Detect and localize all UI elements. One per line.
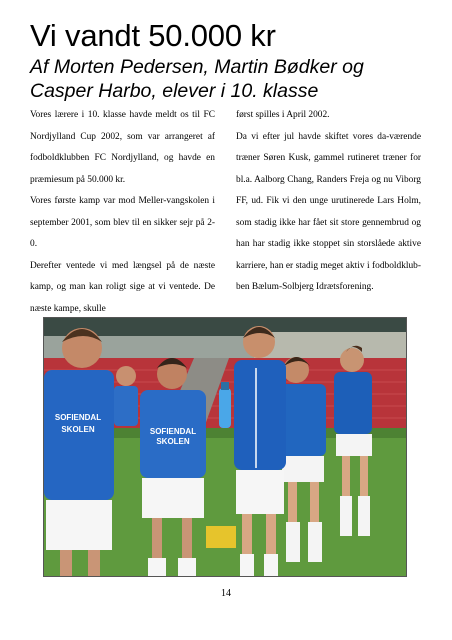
- shirt-text: SKOLEN: [156, 437, 190, 446]
- text-column-right: [236, 105, 421, 299]
- page-number: 14: [221, 588, 231, 599]
- shirt-text: SOFIENDAL: [54, 413, 102, 422]
- article-title: Vi vandt 50.000 kr: [30, 18, 276, 53]
- shirt-text: SKOLEN: [61, 425, 95, 434]
- paragraph: Derefter ventede vi med længsel på de næste kamp, og man kan roligt sige at vi ventede. De næste kampe, skulle: [30, 260, 215, 314]
- paragraph: Vores første kamp var mod Meller-vangskolen i september 2001, som blev til en sikker sejr på 2-0.: [30, 196, 215, 249]
- player: [114, 366, 138, 426]
- paragraph: først spilles i April 2002.: [236, 110, 330, 120]
- shirt-text: SOFIENDAL: [149, 427, 197, 436]
- paragraph: Vores lærere i 10. klasse havde meldt os til FC Nordjylland Cup 2002, som var arrangeret af fodboldklubben FC Nordjylland, og havde en præmiesum på 50.000 kr.: [30, 110, 215, 185]
- text-column-left: [30, 105, 215, 320]
- article-subtitle: Af Morten Pedersen, Martin Bødker og Casper Harbo, elever i 10. klasse: [30, 56, 364, 102]
- team-photo: [43, 317, 407, 577]
- paragraph: Da vi efter jul havde skiftet vores da-værende træner Søren Kusk, gammel rutineret træner for bl.a. Aalborg Chang, Randers Freja og nu Viborg FF, ud. Fik vi den unge urutinerede Lars Holm, som stadig ikke har fået sit store gennembrud og han har stadig ikke stoppet sin storslåede aktive karriere, han er stadig meget aktiv i fodboldklub-ben Bælum-Solbjerg Idrætsforening.: [236, 131, 421, 292]
